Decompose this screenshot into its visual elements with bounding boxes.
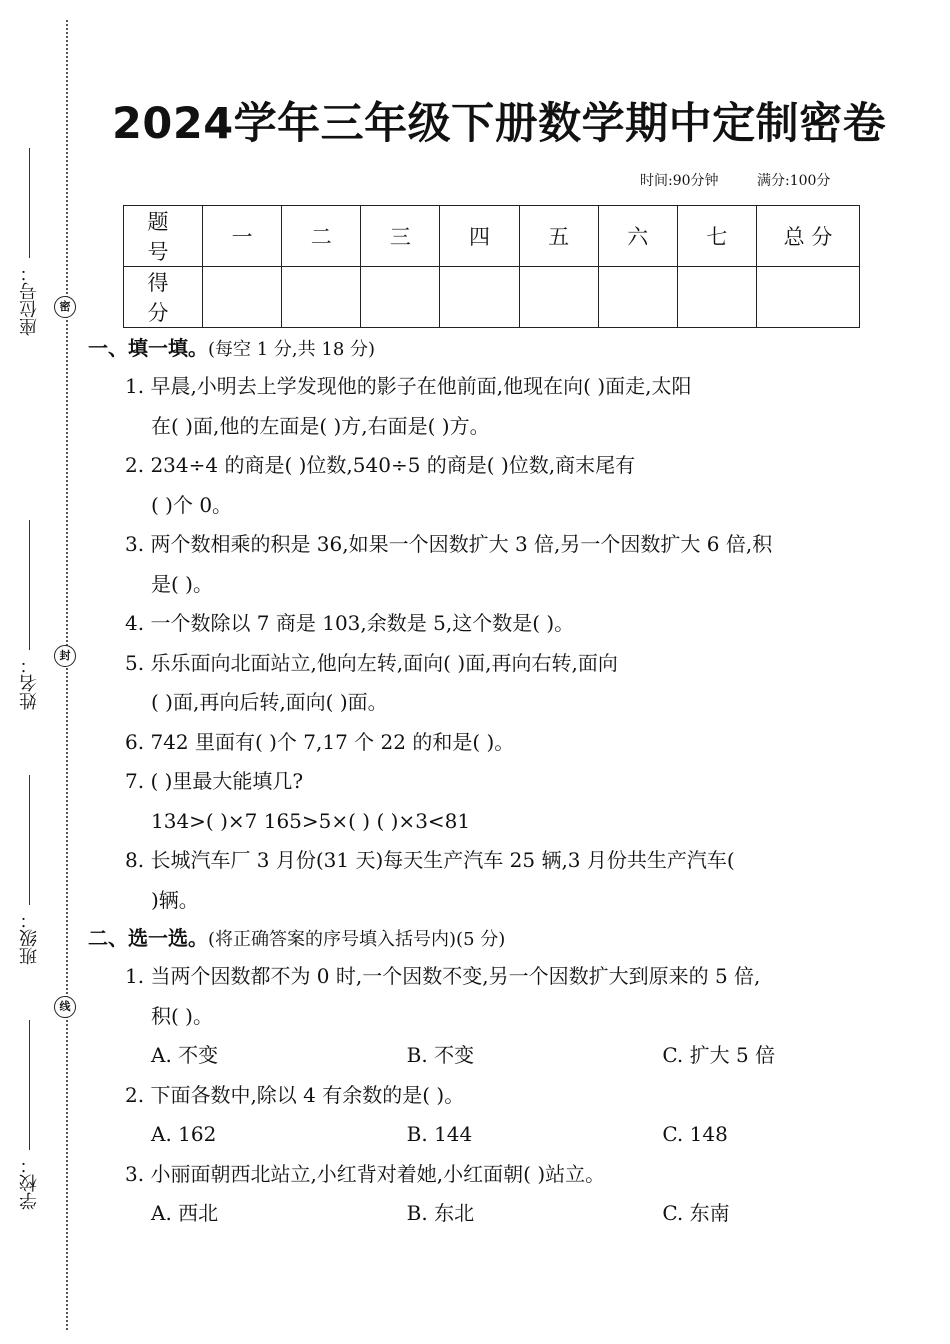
score-table-header-row [124, 206, 860, 267]
score-table-cell: 四 [440, 206, 519, 267]
section-1-title: 一、填一填。 [88, 336, 208, 360]
seal-feng: 封 [54, 645, 76, 667]
choice-option: B. 144 [406, 1122, 473, 1146]
score-table-cell: 一 [203, 206, 282, 267]
score-entry-cell[interactable] [519, 267, 598, 328]
question-line: 8. 长城汽车厂 3 月份(31 天)每天生产汽车 25 辆,3 月份共生产汽车( [125, 848, 735, 872]
question-line: )辆。 [151, 887, 199, 912]
exam-full-score: 满分:100分 [756, 173, 831, 189]
score-entry-cell[interactable] [598, 267, 677, 328]
exam-time: 时间:90分钟 [640, 173, 719, 189]
score-entry-cell[interactable] [203, 267, 282, 328]
exam-content [88, 330, 918, 1234]
seal-mi: 密 [54, 296, 76, 318]
section-2-note: (将正确答案的序号填入括号内)(5 分) [208, 929, 506, 950]
choice-options [88, 1194, 918, 1234]
name-line [29, 520, 31, 650]
section-2-title: 二、选一选。 [88, 926, 208, 950]
question-line: 在( )面,他的左面是( )方,右面是( )方。 [151, 413, 490, 438]
question-line: 1. 当两个因数都不为 0 时,一个因数不变,另一个因数扩大到原来的 5 倍, [125, 964, 761, 988]
question-line: 5. 乐乐面向北面站立,他向左转,面向( )面,再向右转,面向 [125, 650, 618, 675]
score-table [123, 205, 860, 328]
question-line: 6. 742 里面有( )个 7,17 个 22 的和是( )。 [125, 729, 515, 754]
score-table-cell: 总 分 [757, 206, 860, 267]
class-field[interactable] [10, 775, 50, 965]
question-line: 积( )。 [151, 1003, 213, 1028]
school-line [29, 1020, 31, 1150]
choice-options [88, 1115, 918, 1155]
page-title: 2024学年三年级下册数学期中定制密卷 [112, 99, 887, 149]
score-entry-cell[interactable] [677, 267, 756, 328]
exam-info [640, 170, 864, 190]
question-line: 是( )。 [151, 571, 213, 596]
score-table-cell: 三 [361, 206, 440, 267]
score-entry-cell[interactable] [282, 267, 361, 328]
score-table-cell: 六 [598, 206, 677, 267]
question-line: 2. 234÷4 的商是( )位数,540÷5 的商是( )位数,商末尾有 [125, 453, 636, 477]
score-entry-cell[interactable] [757, 267, 860, 328]
seal-xian: 线 [54, 996, 76, 1018]
score-table-cell: 题 号 [124, 206, 203, 267]
choice-option: C. 扩大 5 倍 [662, 1043, 776, 1067]
score-table-cell: 七 [677, 206, 756, 267]
question-line: 3. 两个数相乘的积是 36,如果一个因数扩大 3 倍,另一个因数扩大 6 倍,积 [125, 532, 773, 556]
choice-option: A. 162 [151, 1122, 217, 1146]
choice-option: C. 148 [662, 1122, 728, 1146]
name-field[interactable] [10, 520, 50, 710]
score-table-cell: 得 分 [124, 267, 203, 328]
question-line: 1. 早晨,小明去上学发现他的影子在他前面,他现在向( )面走,太阳 [125, 374, 692, 398]
question-line: 7. ( )里最大能填几? [125, 769, 304, 793]
question-line: ( )个 0。 [151, 492, 233, 517]
seat-number-label: 座位号： [19, 264, 40, 336]
choice-option: B. 不变 [406, 1043, 475, 1067]
question-line: 4. 一个数除以 7 商是 103,余数是 5,这个数是( )。 [125, 611, 575, 635]
question-line: 134>( )×7 165>5×( ) ( )×3<81 [151, 808, 471, 833]
score-table-score-row [124, 267, 860, 328]
seat-number-field[interactable] [10, 148, 50, 336]
score-entry-cell[interactable] [440, 267, 519, 328]
choice-option: B. 东北 [406, 1201, 475, 1225]
score-entry-cell[interactable] [361, 267, 440, 328]
score-table-cell: 二 [282, 206, 361, 267]
school-field[interactable] [10, 1020, 50, 1210]
class-line [29, 775, 31, 905]
section-1-note: (每空 1 分,共 18 分) [208, 339, 376, 360]
seat-number-line [29, 148, 31, 258]
score-table-cell: 五 [519, 206, 598, 267]
choice-option: A. 不变 [151, 1043, 219, 1067]
binding-dotted-line [66, 20, 68, 1330]
class-label: 班级： [19, 911, 40, 965]
choice-option: C. 东南 [662, 1201, 730, 1225]
choice-options [88, 1036, 918, 1076]
school-label: 学校： [19, 1156, 40, 1210]
section-2-heading [88, 920, 918, 957]
question-line: 2. 下面各数中,除以 4 有余数的是( )。 [125, 1082, 465, 1107]
name-label: 姓名： [19, 656, 40, 710]
question-line: 3. 小丽面朝西北站立,小红背对着她,小红面朝( )站立。 [125, 1161, 606, 1186]
section-1-heading [88, 330, 918, 367]
question-line: ( )面,再向后转,面向( )面。 [151, 690, 388, 714]
choice-option: A. 西北 [151, 1201, 219, 1225]
